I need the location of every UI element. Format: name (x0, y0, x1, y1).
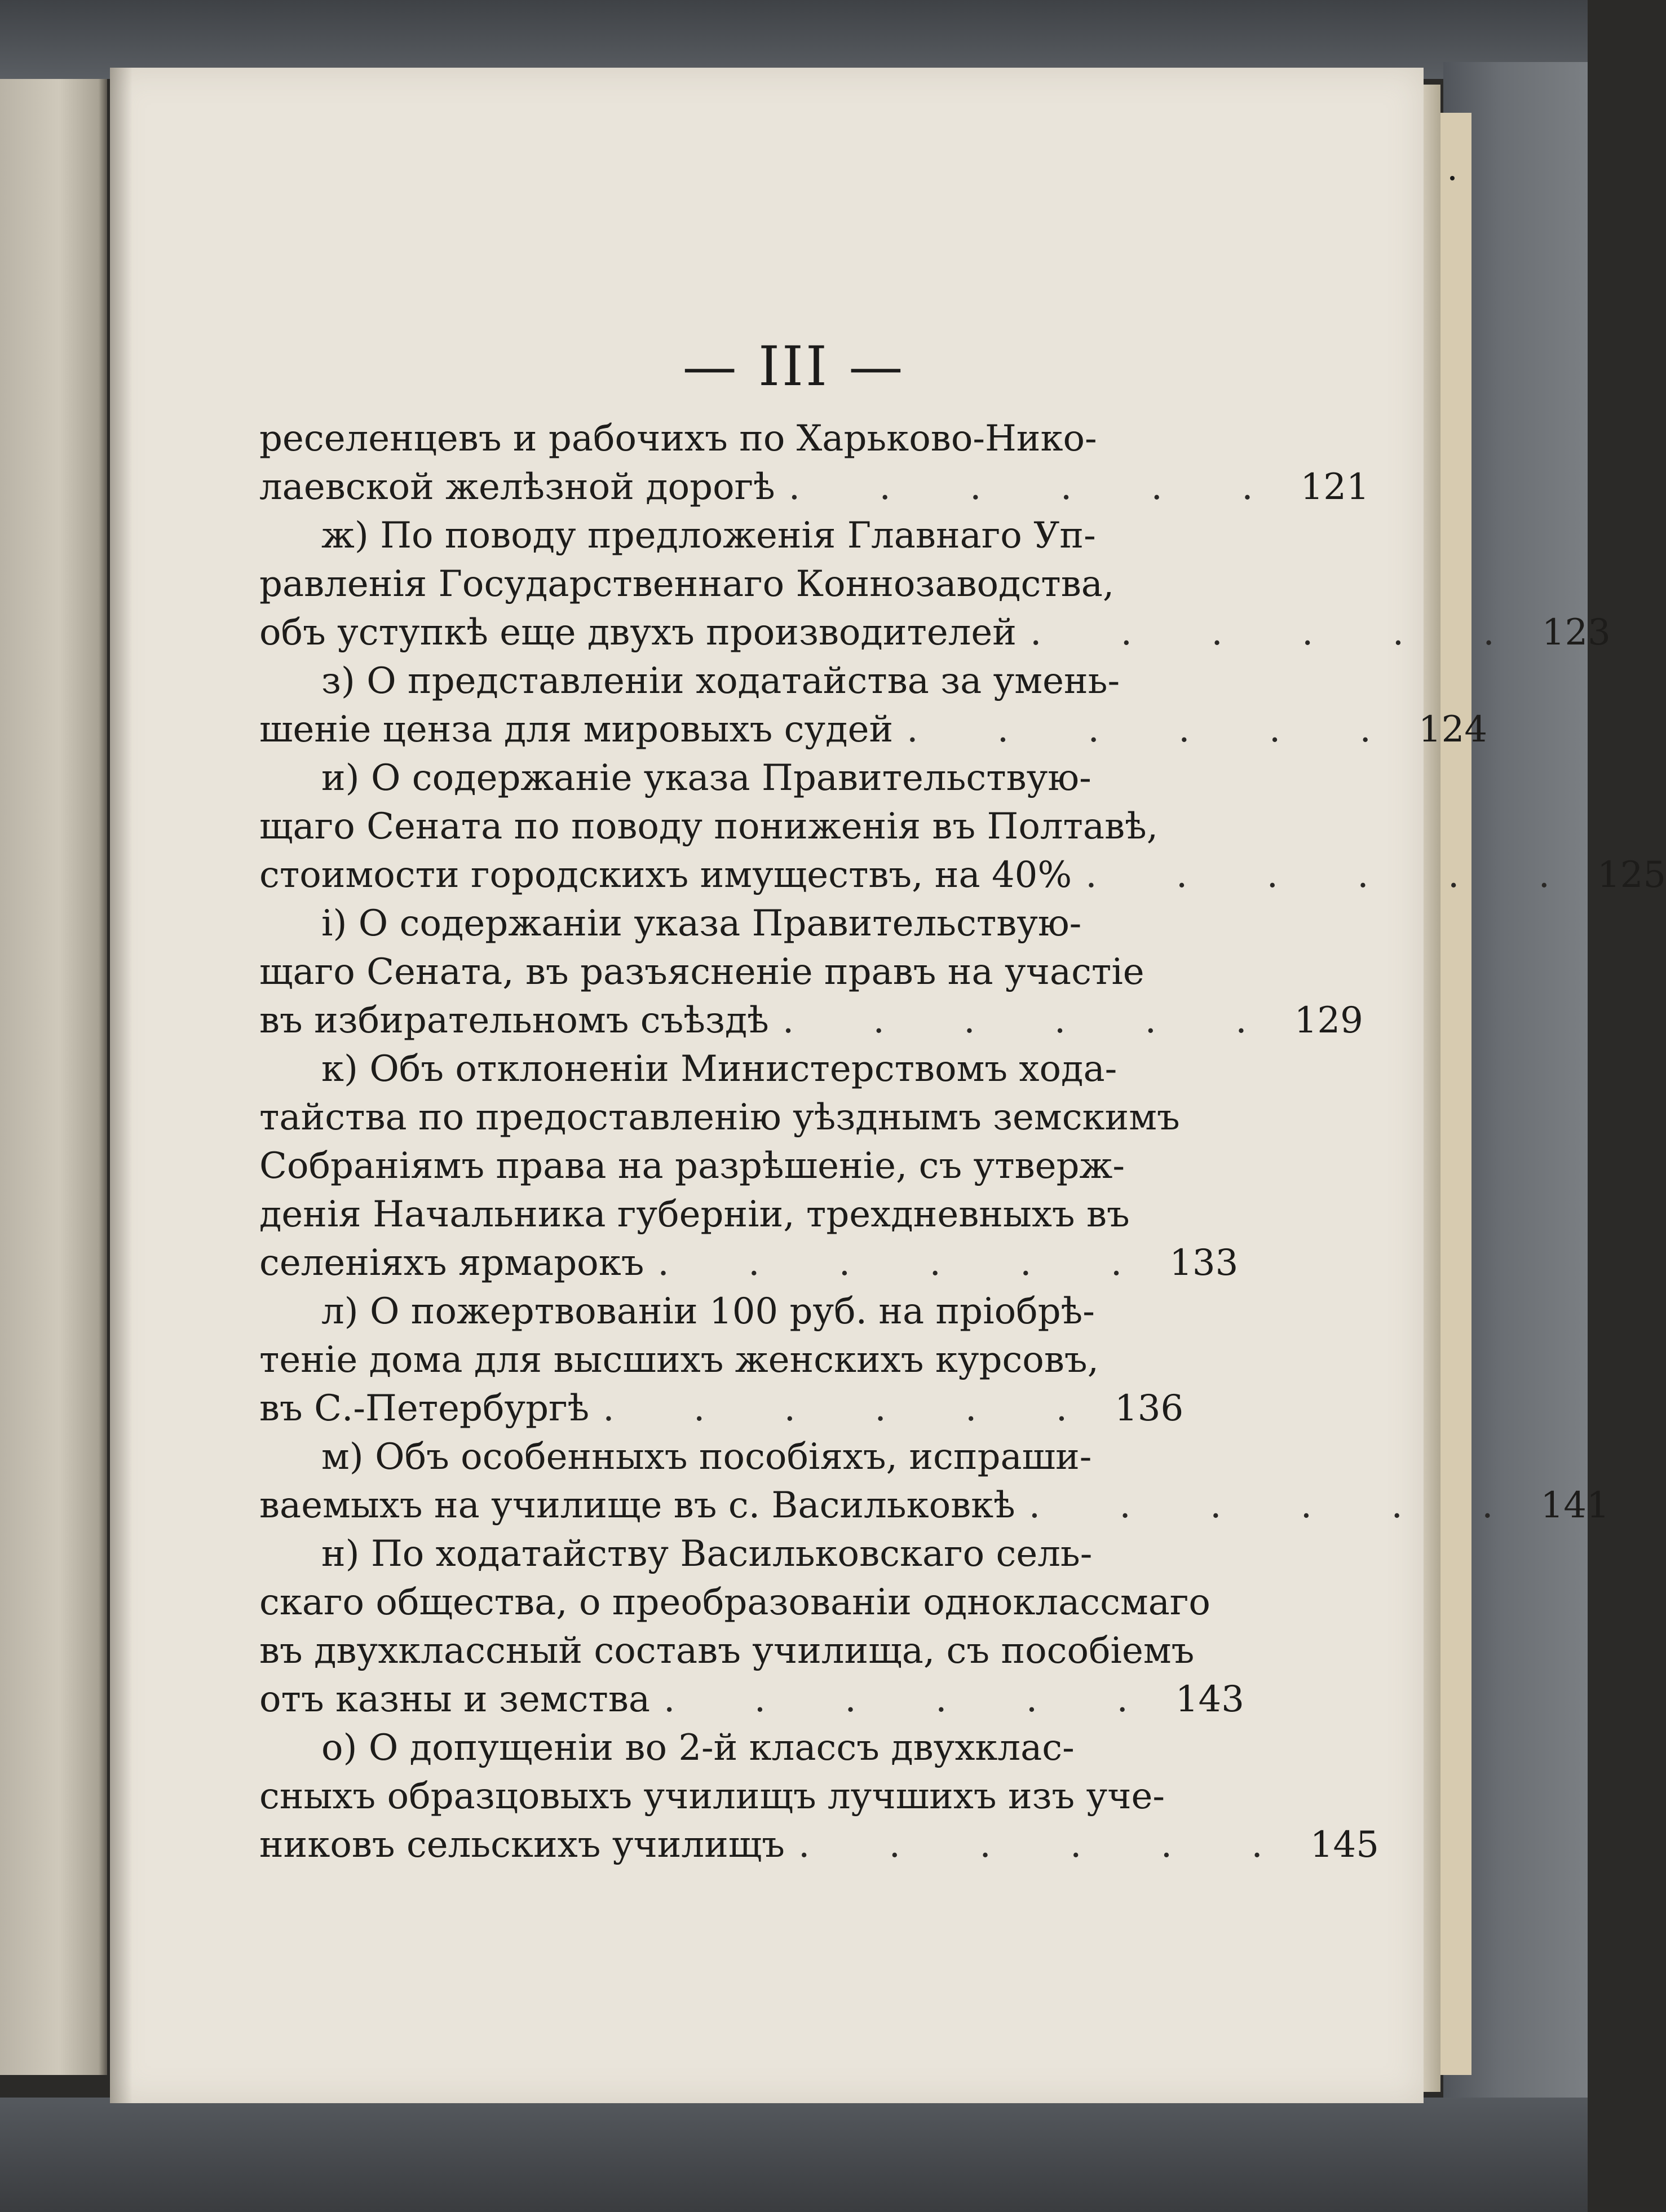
toc-entry (259, 414, 1369, 511)
dot-leader: . . . . . . (664, 1679, 1162, 1720)
toc-line (259, 1481, 1610, 1530)
toc-entry (259, 1433, 1610, 1530)
toc-entry-text: отъ казны и земства (259, 1679, 650, 1720)
toc-line (259, 851, 1666, 899)
toc-entry-text: стоимости городскихъ имуществъ, на 40% (259, 854, 1072, 896)
dot-leader: . . . . . . (1085, 854, 1584, 896)
dot-leader: . . . . . . (1028, 1485, 1527, 1526)
toc-entry-text: м) Объ особенныхъ пособіяхъ, испраши- (321, 1436, 1092, 1478)
toc-entry (259, 1045, 1239, 1287)
toc-entry-text: ваемыхъ на училище въ с. Васильковкѣ (259, 1485, 1015, 1526)
toc-entry-text: никовъ сельскихъ училищъ (259, 1824, 785, 1866)
dot-leader: . . . . . . (798, 1824, 1297, 1866)
toc-entry-text: о) О допущеніи во 2-й классъ двухклас- (321, 1727, 1075, 1769)
toc-line (259, 705, 1488, 754)
toc-line (259, 996, 1363, 1045)
toc-entry (259, 899, 1363, 1045)
page-number: 125 (1597, 854, 1666, 896)
toc-entry-text: теніе дома для высшихъ женскихъ курсовъ, (259, 1339, 1099, 1381)
toc-entry-text: объ уступкѣ еще двухъ производителей (259, 612, 1017, 654)
dot-leader: . . . . . . (788, 466, 1287, 508)
page-number: 129 (1294, 1000, 1363, 1041)
page-number: 121 (1300, 466, 1369, 508)
toc-entry-text: і) О содержаніи указа Правительствую- (321, 903, 1082, 944)
toc-entry-text: щаго Сената по поводу пониженія въ Полтавѣ, (259, 806, 1159, 847)
toc-line (259, 1239, 1239, 1287)
toc-entry (259, 1724, 1379, 1869)
toc-line (259, 608, 1611, 657)
dot-leader: . . . . . . (907, 709, 1405, 750)
toc-entry-text: л) О пожертвованіи 100 руб. на пріобрѣ- (321, 1291, 1095, 1332)
toc-entry-text: з) О представленіи ходатайства за умень- (321, 660, 1120, 702)
toc-entry-text: лаевской желѣзной дорогѣ (259, 466, 775, 508)
toc-entry-text: к) Объ отклоненіи Министерствомъ хода- (321, 1048, 1117, 1090)
toc-entry-text: тайства по предоставленію уѣзднымъ земскимъ (259, 1097, 1180, 1138)
toc-line (259, 463, 1369, 511)
page-number: 143 (1175, 1679, 1244, 1720)
page-number: 123 (1541, 612, 1611, 654)
toc-entry-text: въ С.-Петербургѣ (259, 1388, 590, 1429)
toc-line (259, 1675, 1244, 1724)
toc-entry-text: сныхъ образцовыхъ училищъ лучшихъ изъ уче- (259, 1776, 1165, 1817)
toc-entry-text: въ двухклассный составъ училища, съ пособіемъ (259, 1630, 1195, 1672)
toc-entry-text: ж) По поводу предложенія Главнаго Уп- (321, 515, 1096, 557)
toc-entry-text: въ избирательномъ съѣздѣ (259, 1000, 769, 1041)
page-number: 133 (1169, 1242, 1239, 1284)
toc-line (259, 1384, 1184, 1433)
dot-leader: . . . . . . (782, 1000, 1281, 1041)
page-header: — III — (682, 335, 905, 398)
toc-entry-text: и) О содержаніе указа Правительствую- (321, 757, 1091, 799)
toc-entry (259, 657, 1488, 754)
toc-entry (259, 511, 1611, 657)
cover-mark (1450, 176, 1455, 180)
toc-entry-text: щаго Сената, въ разъясненіе правъ на участіе (259, 951, 1144, 993)
book-cover-bottom (0, 2098, 1588, 2212)
table-of-contents (259, 414, 1666, 1869)
page-number: 145 (1310, 1824, 1379, 1866)
toc-entry-text: денія Начальника губерніи, трехдневныхъ въ (259, 1194, 1130, 1235)
toc-entry (259, 1530, 1244, 1724)
dot-leader: . . . . . . (1029, 612, 1528, 654)
book-cover-top (0, 0, 1588, 79)
toc-entry (259, 754, 1666, 899)
dot-leader: . . . . . . (657, 1242, 1156, 1284)
toc-entry-text: селеніяхъ ярмарокъ (259, 1242, 644, 1284)
toc-entry-text: шеніе ценза для мировыхъ судей (259, 709, 894, 750)
toc-line (259, 1821, 1379, 1869)
toc-entry-text: н) По ходатайству Васильковскаго сель- (321, 1533, 1093, 1575)
page-number: 136 (1115, 1388, 1184, 1429)
toc-entry-text: Собраніямъ права на разрѣшеніе, съ утверж- (259, 1145, 1125, 1187)
toc-entry-text: скаго общества, о преобразованіи одноклассмаго (259, 1582, 1210, 1623)
dot-leader: . . . . . . (603, 1388, 1102, 1429)
page-number: 124 (1418, 709, 1488, 750)
toc-entry-text: реселенцевъ и рабочихъ по Харьково-Нико- (259, 418, 1097, 460)
toc-entry-text: равленія Государственнаго Коннозаводства, (259, 563, 1115, 605)
toc-entry (259, 1287, 1184, 1433)
page-number: 141 (1540, 1485, 1610, 1526)
